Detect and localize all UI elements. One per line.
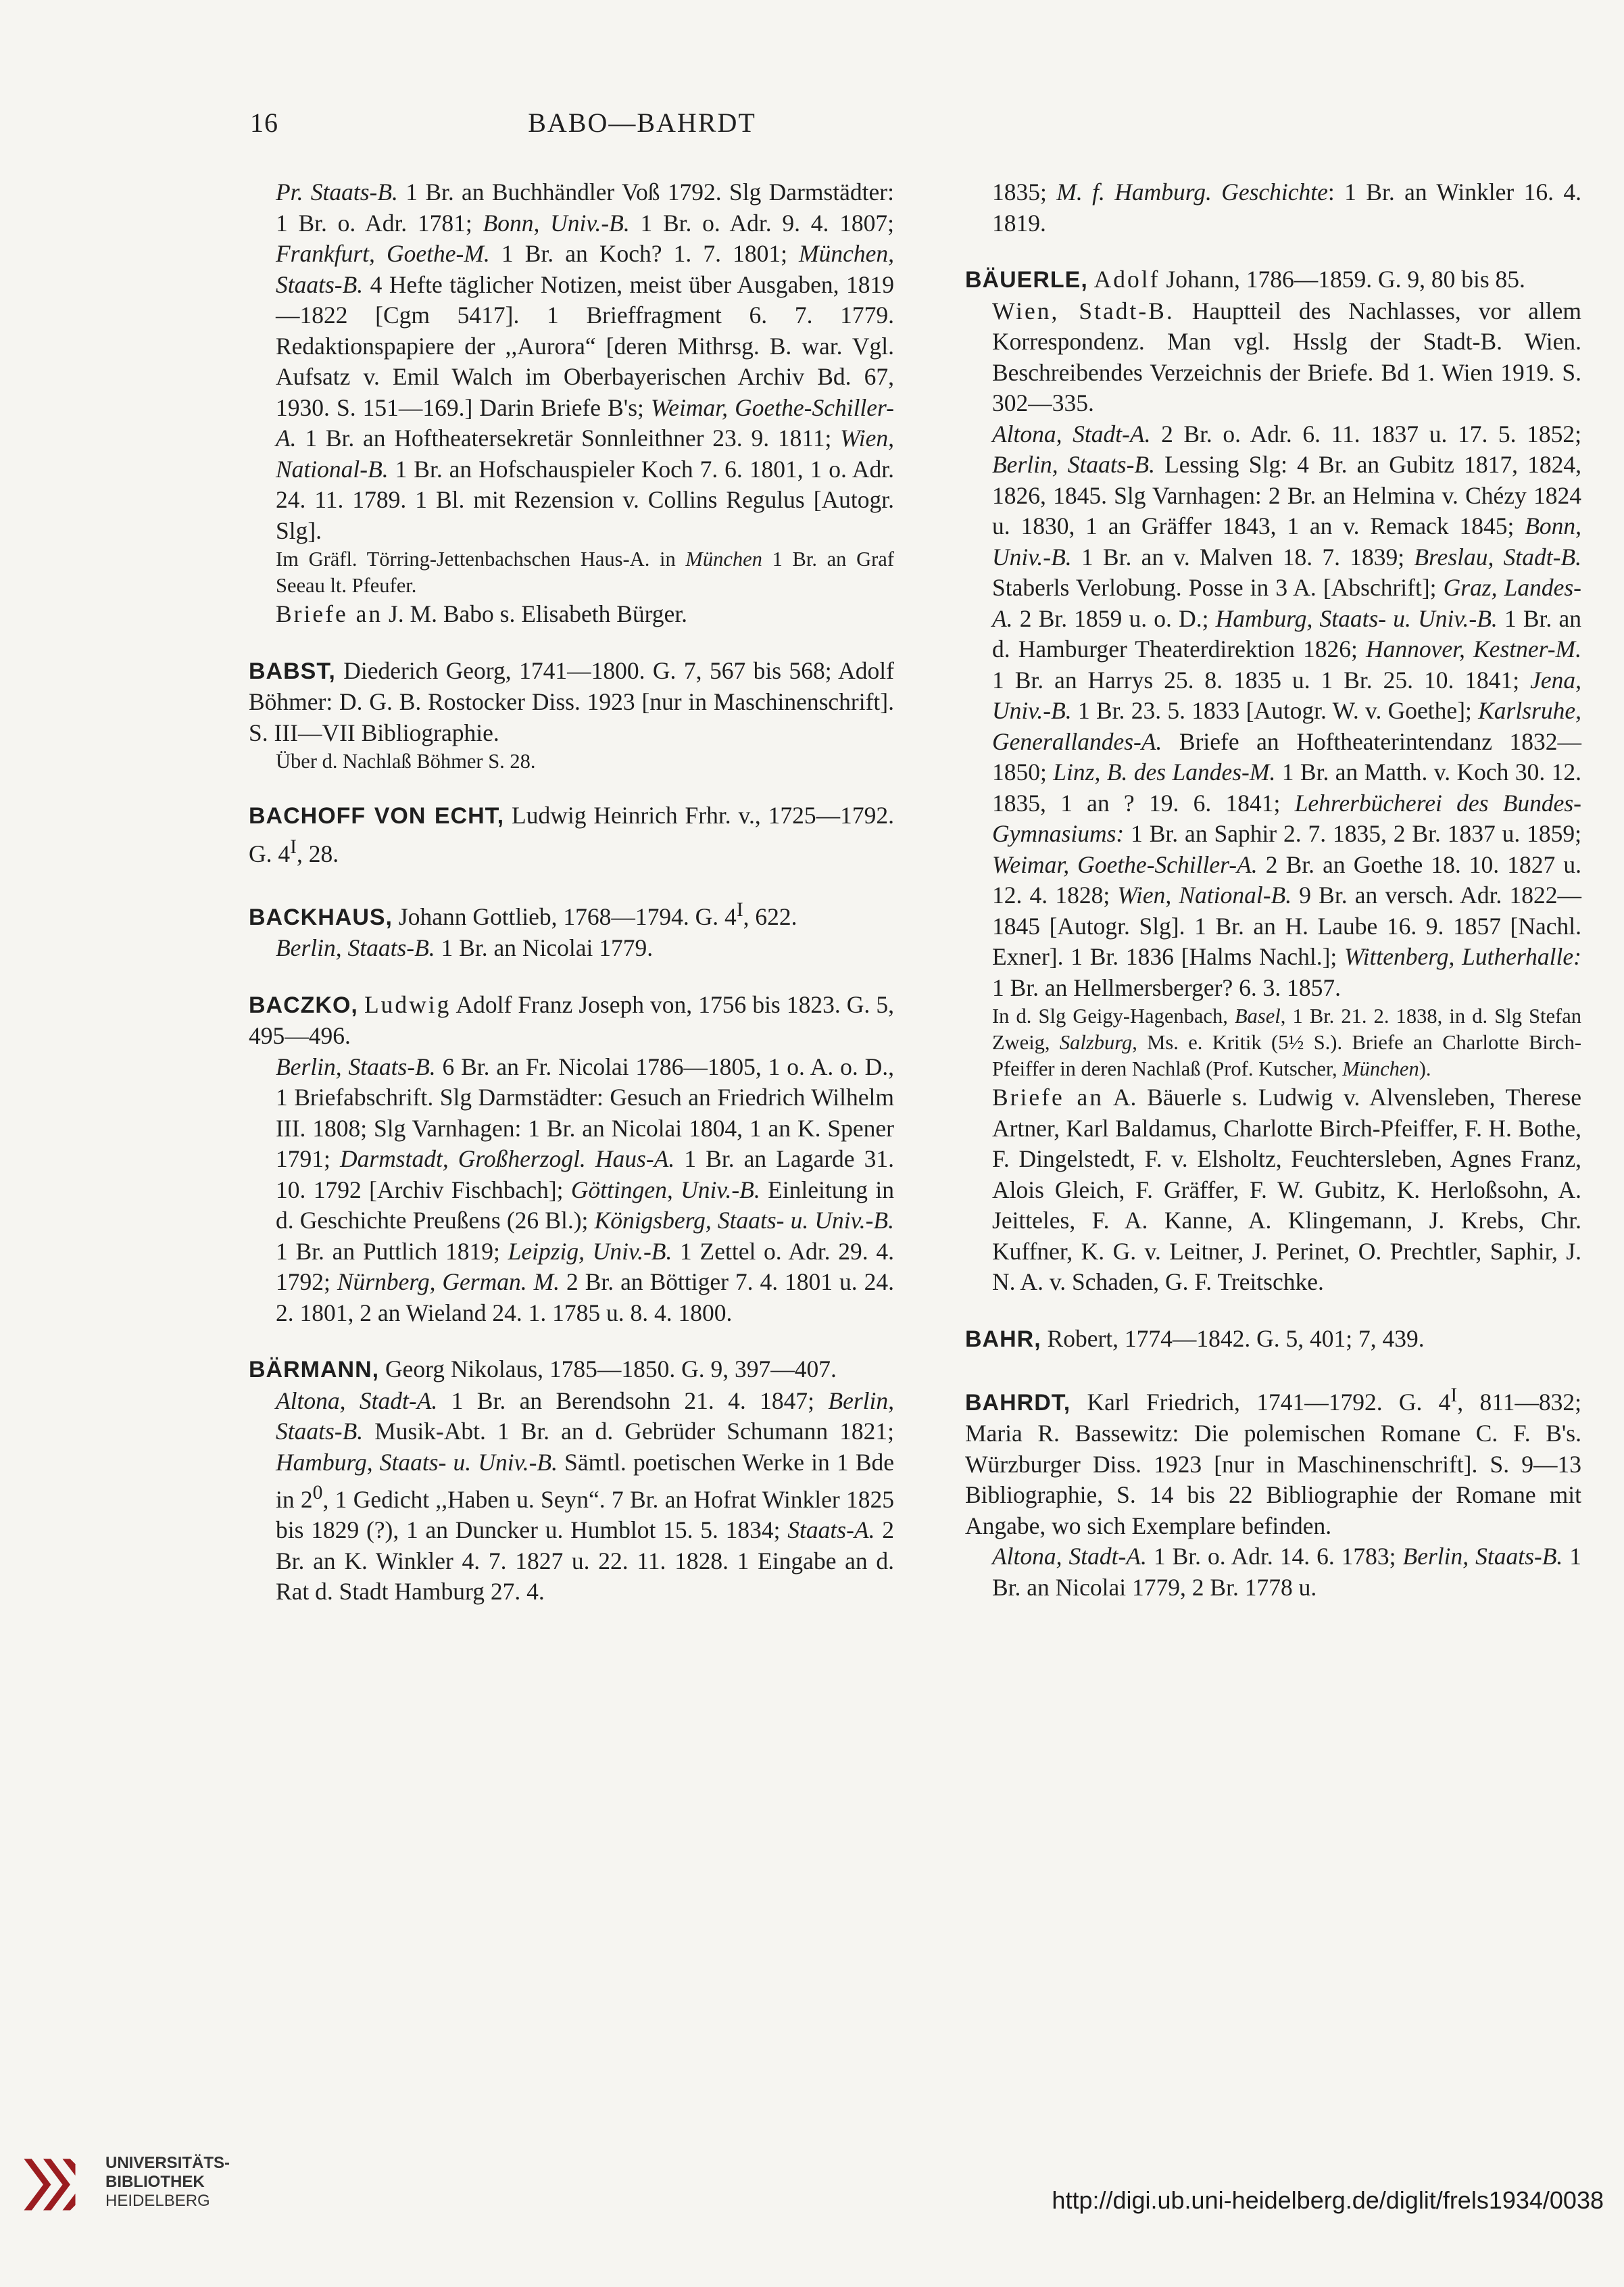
right-column-paragraph: Altona, Stadt-A. 2 Br. o. Adr. 6. 11. 1837 u. 17. 5. 1852; Berlin, Staats-B. Lessing Slg: 4 Br. an Gubitz 1817, 1824, 1826, 1845. Slg Varnhagen: 2 Br. an Helmina v. Chézy 1824 u. 1830, 1 an Gräffer 1843, 1 an v. Remack 1845; Bonn, Univ.-B. 1 Br. an v. Malven 18. 7. 1839; Breslau, Stadt-B. Staberls Verlobung. Posse in 3 A. [Abschrift]; Graz, Landes-A. 2 Br. 1859 u. o. D.; Hamburg, Staats- u. Univ.-B. 1 Br. an d. Hamburger Theaterdirektion 1826; Hannover, Kestner-M. 1 Br. an Harrys 25. 8. 1835 u. 1 Br. 25. 10. 1841; Jena, Univ.-B. 1 Br. 23. 5. 1833 [Autogr. W. v. Goethe]; Karlsruhe, Generallandes-A. Briefe an Hoftheaterintendanz 1832—1850; Linz, B. des Landes-M. 1 Br. an Matth. v. Koch 30. 12. 1835, 1 an ? 19. 6. 1841; Lehrerbücherei des Bundes-Gymnasiums: 1 Br. an Saphir 2. 7. 1835, 2 Br. 1837 u. 1859; Weimar, Goethe-Schiller-A. 2 Br. an Goethe 18. 10. 1827 u. 12. 4. 1828; Wien, National-B. 9 Br. an versch. Adr. 1822—1845 [Autogr. Slg]. 1 Br. an H. Laube 16. 9. 1857 [Nachl. Exner]. 1 Br. 1836 [Halms Nachl.]; Wittenberg, Lutherhalle: 1 Br. an Hellmersberger? 6. 3. 1857. xyxy=(992,420,1582,1001)
source-url[interactable]: http://digi.ub.uni-heidelberg.de/diglit/frels1934/0038 xyxy=(1052,2186,1604,2214)
library-name: UNIVERSITÄTS- BIBLIOTHEK HEIDELBERG xyxy=(105,2154,230,2210)
right-column-paragraph: Briefe an A. Bäuerle s. Ludwig v. Alvensleben, Therese Artner, Karl Baldamus, Charlotte Birch-Pfeiffer, F. H. Bothe, F. Dingelstedt, F. v. Elsholtz, Feuchtersleben, Agnes Franz, Alois Gleich, F. Gräffer, F. W. Gubitz, K. Herloßsohn, A. Jeitteles, F. A. Kanne, A. Klingemann, J. Krebs, Chr. Kuffner, K. G. v. Leitner, J. Perinet, O. Prechtler, Saphir, J. N. A. v. Schaden, G. F. Treitschke. xyxy=(992,1084,1581,1295)
left-column-paragraph: Briefe an J. M. Babo s. Elisabeth Bürger. xyxy=(276,600,688,627)
right-column-paragraph: Wien, Stadt-B. Hauptteil des Nachlasses, vor allem Korrespondenz. Man vgl. Hsslg der Stadt-B. Wien. Beschreibendes Verzeichnis der Briefe. Bd 1. Wien 1919. S. 302—335. xyxy=(992,297,1581,416)
right-column xyxy=(965,177,1581,1603)
right-column-paragraph: BAHR, Robert, 1774—1842. G. 5, 401; 7, 439. xyxy=(965,1324,1425,1352)
page-number: 16 xyxy=(250,107,278,138)
left-column-paragraph: Pr. Staats-B. 1 Br. an Buchhändler Voß 1792. Slg Darmstädter: 1 Br. o. Adr. 1781; Bonn, Univ.-B. 1 Br. o. Adr. 9. 4. 1807; Frankfurt, Goethe-M. 1 Br. an Koch? 1. 7. 1801; München, Staats-B. 4 Hefte täglicher Notizen, meist über Ausgaben, 1819—1822 [Cgm 5417]. 1 Brieffragment 6. 7. 1779. Redaktionspapiere der ,,Aurora“ [deren Mithrsg. B. war. Vgl. Aufsatz v. Emil Walch im Oberbayerischen Archiv Bd. 67, 1930. S. 151—169.] Darin Briefe B's; Weimar, Goethe-Schiller-A. 1 Br. an Hoftheatersekretär Sonnleithner 23. 9. 1811; Wien, National-B. 1 Br. an Hofschauspieler Koch 7. 6. 1801, 1 o. Adr. 24. 11. 1789. 1 Bl. mit Rezension v. Collins Regulus [Autogr. Slg]. xyxy=(276,178,894,544)
left-column-paragraph: BABST, Diederich Georg, 1741—1800. G. 7, 567 bis 568; Adolf Böhmer: D. G. B. Rostocker Diss. 1923 [nur in Maschinenschrift]. S. III—VII Bibliographie. xyxy=(249,656,894,746)
right-column-paragraph: Altona, Stadt-A. 1 Br. o. Adr. 14. 6. 1783; Berlin, Staats-B. 1 Br. an Nicolai 1779, 2 Br. 1778 u. xyxy=(992,1543,1582,1601)
left-column-paragraph: BACZKO, Ludwig Adolf Franz Joseph von, 1756 bis 1823. G. 5, 495—496. xyxy=(249,990,894,1050)
left-column-paragraph: Berlin, Staats-B. 1 Br. an Nicolai 1779. xyxy=(276,934,654,962)
left-column xyxy=(249,177,894,1608)
library-logo[interactable] xyxy=(18,2148,247,2230)
right-column-paragraph: BAHRDT, Karl Friedrich, 1741—1792. G. $4^I$, 811—832; Maria R. Bassewitz: Die polemischen Romane C. F. B's. Würzburger Diss. 1923 [nur in Maschinenschrift]. S. 9—13 Bibliographie, S. 14 bis 22 Bibliographie der Romane mit Angabe, wo sich Exemplare befinden. xyxy=(965,1385,1581,1539)
right-column-paragraph: BÄUERLE, Adolf Johann, 1786—1859. G. 9, 80 bis 85. xyxy=(965,266,1525,293)
library-logo-icon xyxy=(18,2152,82,2217)
left-column-paragraph: BÄRMANN, Georg Nikolaus, 1785—1850. G. 9, 397—407. xyxy=(249,1355,837,1383)
left-column-paragraph: Im Gräfl. Törring-Jettenbachschen Haus-A. in München 1 Br. an Graf Seeau lt. Pfeufer. xyxy=(276,548,894,597)
left-column-paragraph: BACHOFF VON ECHT, Ludwig Heinrich Frhr. v., 1725—1792. G. $4^I$, 28. xyxy=(249,802,894,867)
left-column-paragraph: Berlin, Staats-B. 6 Br. an Fr. Nicolai 1786—1805, 1 o. A. o. D., 1 Briefabschrift. Slg Darmstädter: Gesuch an Friedrich Wilhelm III. 1808; Slg Varnhagen: 1 Br. an Nicolai 1804, 1 an K. Spener 1791; Darmstadt, Großherzogl. Haus-A. 1 Br. an Lagarde 31. 10. 1792 [Archiv Fischbach]; Göttingen, Univ.-B. Einleitung in d. Geschichte Preußens (26 Bl.); Königsberg, Staats- u. Univ.-B. 1 Br. an Puttlich 1819; Leipzig, Univ.-B. 1 Zettel o. Adr. 29. 4. 1792; Nürnberg, German. M. 2 Br. an Böttiger 7. 4. 1801 u. 24. 2. 1801, 2 an Wieland 24. 1. 1785 u. 8. 4. 1800. xyxy=(276,1053,894,1326)
left-column-paragraph: Über d. Nachlaß Böhmer S. 28. xyxy=(276,750,536,773)
left-column-paragraph: Altona, Stadt-A. 1 Br. an Berendsohn 21. 4. 1847; Berlin, Staats-B. Musik-Abt. 1 Br. an d. Gebrüder Schumann 1821; Hamburg, Staats- u. Univ.-B. Sämtl. poetischen Werke in 1 Bde in $2^0$, 1 Gedicht ,,Haben u. Seyn“. 7 Br. an Hofrat Winkler 1825 bis 1829 (?), 1 an Duncker u. Humblot 15. 5. 1834; Staats-A. 2 Br. an K. Winkler 4. 7. 1827 u. 22. 11. 1828. 1 Eingabe an d. Rat d. Stadt Hamburg 27. 4. xyxy=(276,1387,894,1606)
page-header xyxy=(250,107,1034,154)
left-column-paragraph: BACKHAUS, Johann Gottlieb, 1768—1794. G. $4^I$, 622. xyxy=(249,898,797,930)
running-head: BABO—BAHRDT xyxy=(528,107,756,138)
right-column-paragraph: In d. Slg Geigy-Hagenbach, Basel, 1 Br. 21. 2. 1838, in d. Slg Stefan Zweig, Salzburg, Ms. e. Kritik (5½ S.). Briefe an Charlotte Birch-Pfeiffer in deren Nachlaß (Prof. Kutscher, München). xyxy=(992,1005,1581,1080)
right-column-paragraph: 1835; M. f. Hamburg. Geschichte: 1 Br. an Winkler 16. 4. 1819. xyxy=(992,178,1581,237)
